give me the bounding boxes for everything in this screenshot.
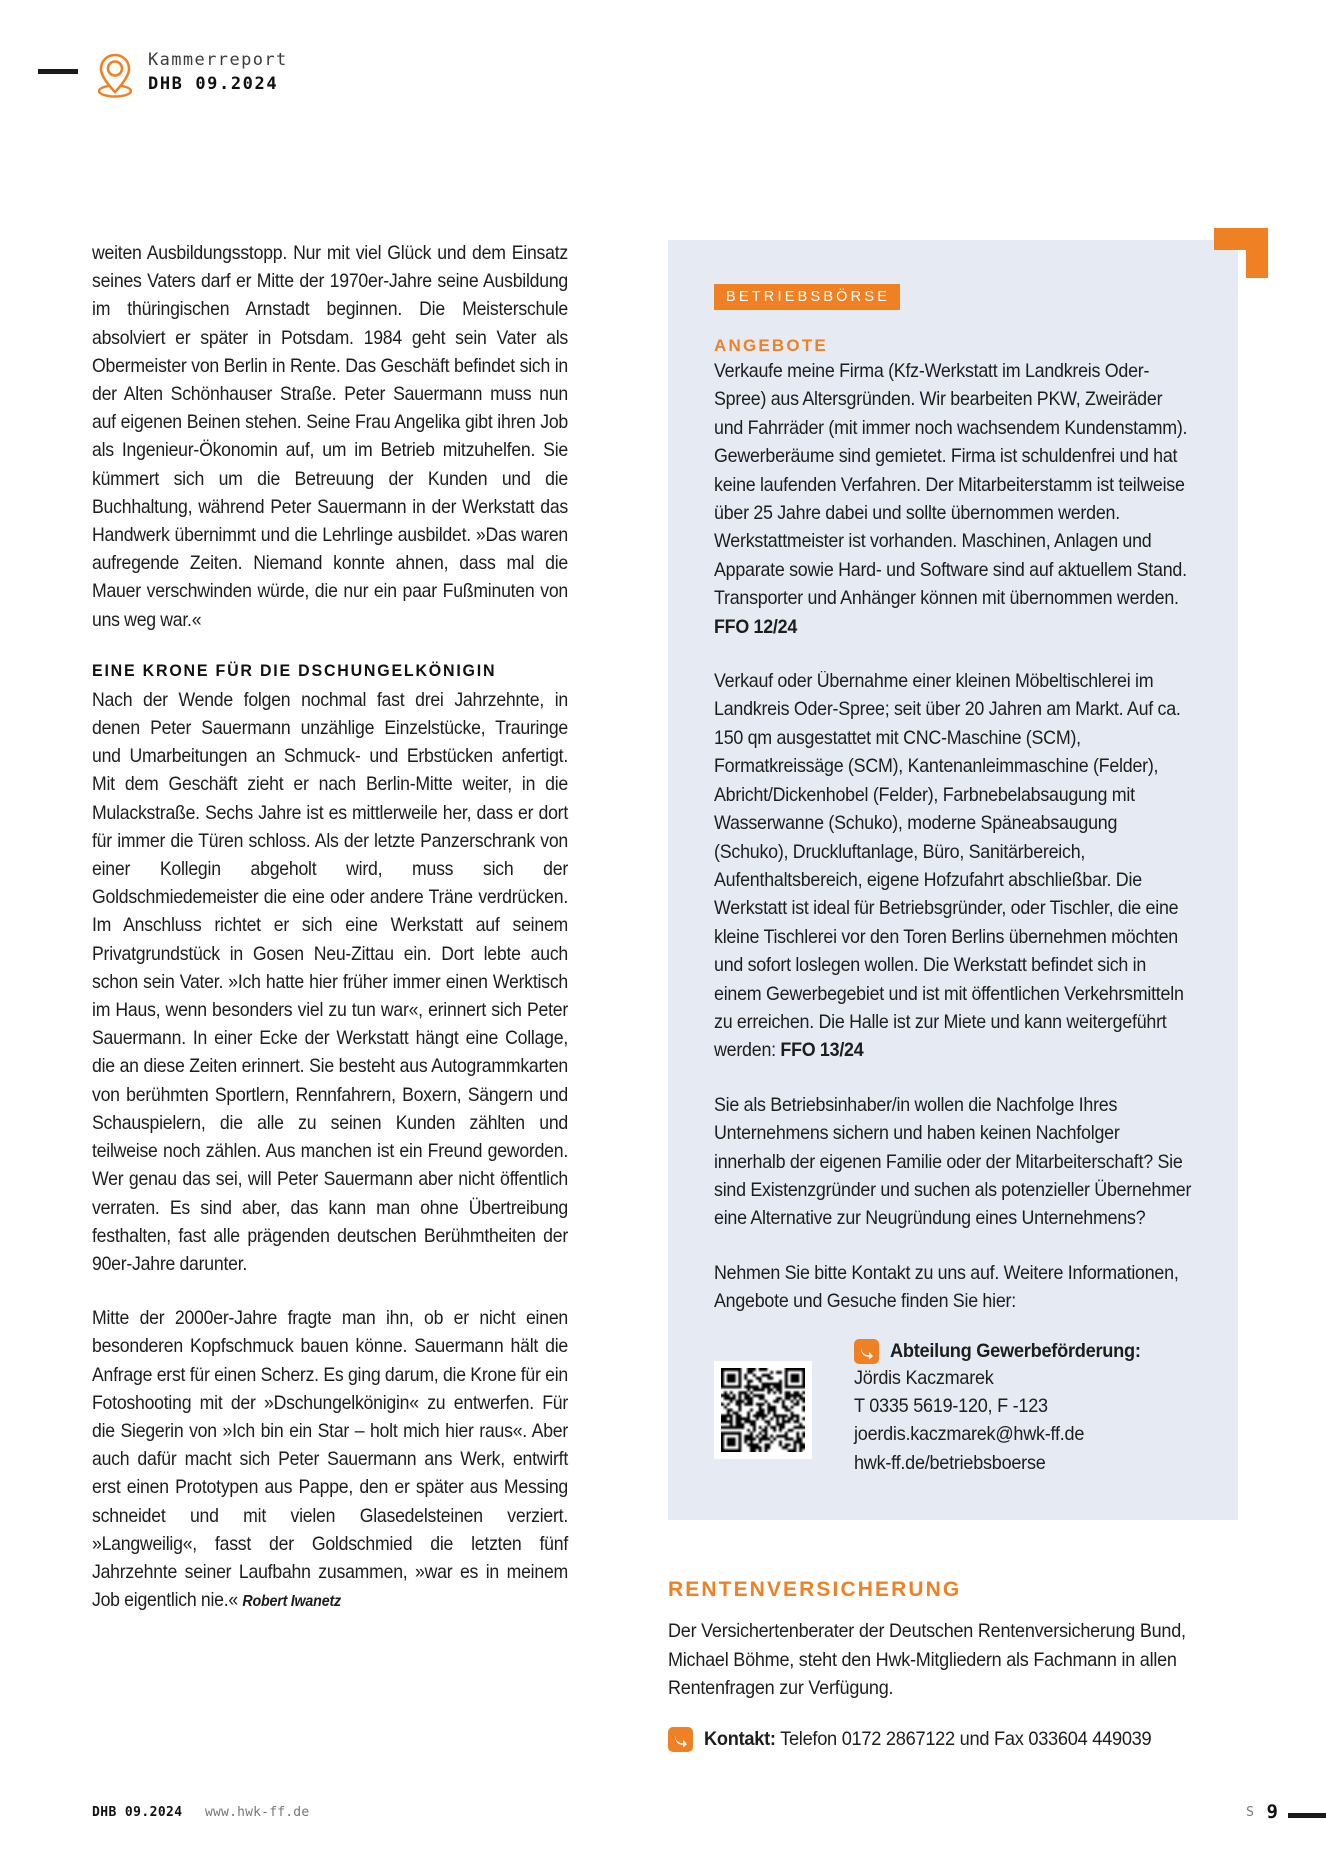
rentenversicherung-body: Der Versichertenberater der Deutschen Rentenversicherung Bund, Michael Böhme, steht den Hwk-Mitgliedern als Fachmann in allen Rentenfragen zur Verfügung. bbox=[668, 1621, 1186, 1700]
location-pin-icon bbox=[95, 50, 135, 100]
contact-person: Jördis Kaczmarek bbox=[854, 1367, 994, 1389]
footer-page-number: 9 bbox=[1266, 1801, 1278, 1823]
page-masthead bbox=[0, 28, 1326, 95]
masthead-text-block bbox=[148, 50, 288, 96]
footer-url[interactable]: www.hwk-ff.de bbox=[205, 1805, 310, 1820]
article-final-text: Mitte der 2000er-Jahre fragte man ihn, ob er nicht einen besonderen Kopfschmuck bauen könne. Sauermann hält die Anfrage erst für einen Scherz. Es ging darum, die Krone für ein Fotoshooting mit der »Dschungelkönigin« zu entwerfen. Für die Siegerin von »Ich bin ein Star – holt mich hier raus«. Aber auch dafür macht sich Peter Sauermann ans Werk, entwirft erst einen Prototypen aus Pappe, den er später aus Messing schneidet und mit vielen Glasedelsteinen verziert. »Langweilig«, fasst der Goldschmied die letzten fünf Jahrzehnte seiner Laufbahn zusammen, »war es in meinem Job eigentlich nie.« bbox=[92, 1308, 569, 1612]
arrow-down-badge-icon bbox=[854, 1339, 879, 1364]
angebote-heading: ANGEBOTE bbox=[714, 336, 828, 355]
contact-department-row bbox=[854, 1339, 1192, 1364]
offer-item bbox=[714, 668, 1192, 1066]
article-section-heading: EINE KRONE FÜR DIE DSCHUNGELKÖNIGIN bbox=[92, 660, 497, 680]
article-byline: Robert Iwanetz bbox=[242, 1593, 341, 1611]
footer-page-prefix: S bbox=[1246, 1805, 1254, 1820]
betriebsboerse-tag: BETRIEBSBÖRSE bbox=[714, 284, 900, 310]
offer-code: FFO 13/24 bbox=[780, 1040, 864, 1062]
footer-rule bbox=[1288, 1813, 1326, 1818]
contact-value: Telefon 0172 2867122 und Fax 033604 449039 bbox=[775, 1728, 1152, 1751]
footer-issue: DHB 09.2024 bbox=[92, 1805, 183, 1820]
article-paragraph-final bbox=[92, 1305, 568, 1616]
rentenversicherung-contact bbox=[704, 1728, 1151, 1751]
betriebsboerse-panel bbox=[668, 240, 1238, 1520]
qr-code[interactable] bbox=[714, 1361, 812, 1459]
rentenversicherung-heading: RENTENVERSICHERUNG bbox=[668, 1578, 962, 1602]
corner-bracket-decoration bbox=[1214, 228, 1268, 278]
contact-intro-paragraph: Nehmen Sie bitte Kontakt zu uns auf. Weitere Informationen, Angebote und Gesuche finden Sie hier: bbox=[714, 1262, 1179, 1313]
article-paragraph: weiten Ausbildungsstopp. Nur mit viel Glück und dem Einsatz seines Vaters darf er Mitte der 1970er-Jahre seine Ausbildung im thüringischen Arnstadt beginnen. Die Meisterschule absolviert er später in Potsdam. 1984 geht sein Vater als Obermeister von Berlin in Rente. Das Geschäft befindet sich in der Alten Schönhauser Straße. Peter Sauermann muss nun auf eigenen Beinen stehen. Seine Frau Angelika gibt ihren Job als Ingenieur-Ökonomin auf, um im Betrieb mitzuhelfen. Sie kümmert sich um die Betreuung der Kunden und die Buchhaltung, während Peter Sauermann in der Werkstatt das Handwerk übernimmt und die Lehrlinge ausbildet. »Das waren aufregende Zeiten. Niemand konnte ahnen, dass mal die Mauer verschwinden würde, die nur ein paar Fußminuten von uns weg war.« bbox=[92, 243, 569, 631]
contact-department: Abteilung Gewerbeförderung: bbox=[890, 1339, 1141, 1362]
left-article-column bbox=[92, 240, 568, 1616]
contact-details bbox=[854, 1339, 1192, 1479]
betriebsboerse-contact-block bbox=[714, 1339, 1192, 1479]
qr-code-canvas bbox=[721, 1368, 805, 1452]
masthead-rule bbox=[38, 69, 78, 74]
rentenversicherung-contact-row bbox=[668, 1727, 1238, 1752]
offer-text: Verkaufe meine Firma (Kfz-Werkstatt im Landkreis Oder-Spree) aus Altersgründen. Wir bearbeiten PKW, Zweiräder und Fahrräder (mit immer noch wachsendem Kundenstamm). Gewerberäume sind gemietet. Firma ist schuldenfrei und hat keine laufenden Verfahren. Der Mitarbeiterstamm ist teilweise über 25 Jahre dabei und sollte übernommen werden. Werkstattmeister ist vorhanden. Maschinen, Anlagen und Apparate sowie Hard- und Software sind auf aktuellem Stand. Transporter und Anhänger können mit übernommen werden. bbox=[714, 361, 1188, 610]
contact-label: Kontakt: bbox=[704, 1728, 776, 1751]
arrow-down-badge-icon bbox=[668, 1727, 693, 1752]
article-paragraph: Nach der Wende folgen nochmal fast drei Jahrzehnte, in denen Peter Sauermann unzählige Einzelstücke, Trauringe und Umarbeitungen an Schmuck- und Erbstücken anfertigt. Mit dem Geschäft zieht er nach Berlin-Mitte weiter, in die Mulackstraße. Sechs Jahre ist es mittlerweile her, dass er dort für immer die Türen schloss. Als der letzte Panzerschrank von einer Kollegin abgeholt wird, muss sich der Goldschmiedemeister die eine oder andere Träne verdrücken. Im Anschluss richtet er sich eine Werkstatt auf seinem Privatgrundstück in Gosen Neu-Zittau ein. Dort lebte auch schon sein Vater. »Ich hatte hier früher immer einen Werktisch im Haus, wenn besonders viel zu tun war«, erinnert sich Peter Sauermann. In einer Ecke der Werkstatt hängt eine Collage, die an diese Zeiten erinnert. Sie besteht aus Autogrammkarten von berühmten Sportlern, Rennfahrern, Boxern, Sängern und Schauspielern, die alle zu seinen Kunden zählten und teilweise noch zählen. Aus manchen ist ein Freund geworden. Wer genau das sei, will Peter Sauermann aber nicht öffentlich verraten. Es sind aber, das kann man ohne Übertreibung festhalten, fast alle prägenden deutschen Berühmtheiten der 90er-Jahre darunter. bbox=[92, 689, 569, 1275]
masthead-kicker: Kammerreport bbox=[148, 50, 288, 70]
rentenversicherung-section bbox=[668, 1578, 1238, 1752]
contact-email[interactable]: joerdis.kaczmarek@hwk-ff.de bbox=[854, 1424, 1085, 1446]
right-sidebar-column bbox=[668, 240, 1238, 1752]
offer-text: Verkauf oder Übernahme einer kleinen Möbeltischlerei im Landkreis Oder-Spree; seit über 20 Jahren am Markt. Auf ca. 150 qm ausgestattet mit CNC-Maschine (SCM), Formatkreissäge (SCM), Kantenanleimmaschine (Felder), Abricht/Dickenhobel (Felder), Farbnebelabsaugung mit Wasserwanne (Schuko), moderne Späneabsaugung (Schuko), Druckluftanlage, Büro, Sanitärbereich, Aufenthaltsbereich, eigene Hofzufahrt abschließbar. Die Werkstatt ist ideal für Betriebsgründer, oder Tischler, die eine kleine Tischlerei vor den Toren Berlins übernehmen möchten und sofort loslegen wollen. Die Werkstatt befindet sich in einem Gewerbegebiet und ist mit öffentlichen Verkehrsmitteln zu erreichen. Die Halle ist zur Miete und kann weitergeführt werden: bbox=[714, 671, 1184, 1062]
contact-website[interactable]: hwk-ff.de/betriebsboerse bbox=[854, 1452, 1046, 1474]
masthead-issue: DHB 09.2024 bbox=[148, 74, 279, 95]
succession-paragraph: Sie als Betriebsinhaber/in wollen die Nachfolge Ihres Unternehmens sichern und haben keinen Nachfolger innerhalb der eigenen Familie oder der Mitarbeiterschaft? Sie sind Existenzgründer und suchen als potenzieller Übernehmer eine Alternative zur Neugründung eines Unternehmens? bbox=[714, 1094, 1192, 1230]
contact-phone: T 0335 5619-120, F -123 bbox=[854, 1396, 1048, 1417]
offer-code: FFO 12/24 bbox=[714, 616, 798, 638]
page-footer bbox=[0, 1801, 1326, 1827]
offer-item bbox=[714, 358, 1192, 642]
